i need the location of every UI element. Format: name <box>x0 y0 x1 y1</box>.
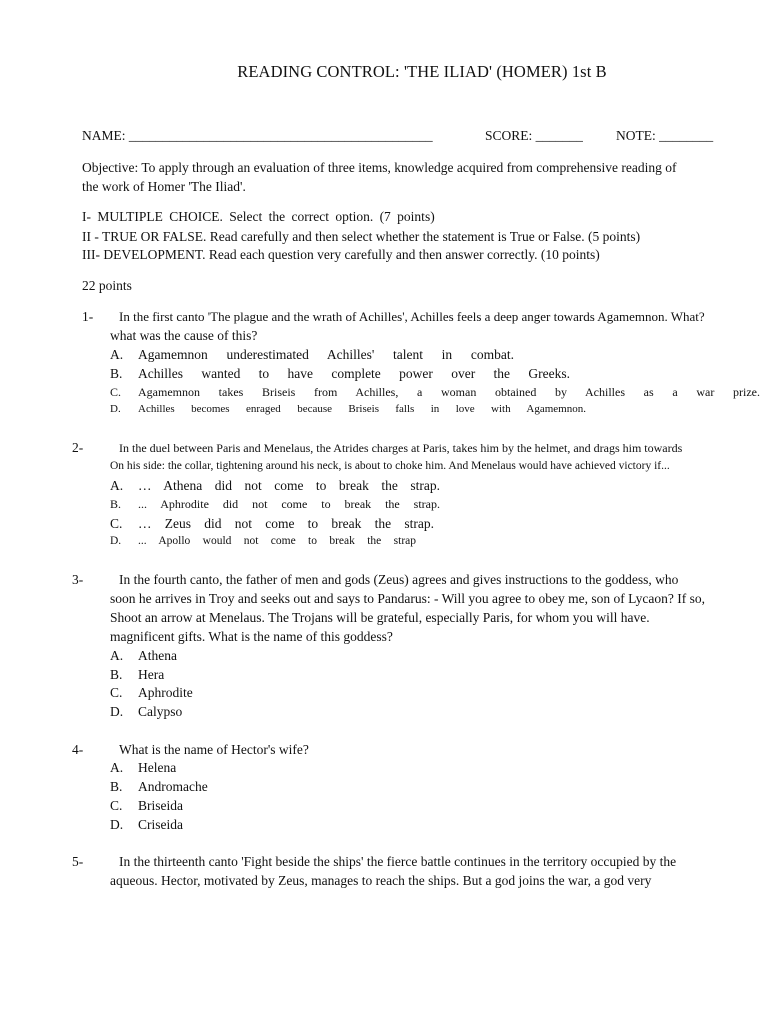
option-text: Hera <box>138 667 165 682</box>
objective-line-1: Objective: To apply through an evaluation of three items, knowledge acquired from comprehensive reading of <box>82 160 677 175</box>
option-letter: B. <box>110 779 123 794</box>
answer-option[interactable] <box>110 798 183 814</box>
answer-option[interactable] <box>110 478 440 494</box>
option-text: … Zeus did not come to break the strap. <box>138 516 434 531</box>
option-text: ... Apollo would not come to break the strap <box>138 535 416 547</box>
question-number: 1- <box>82 309 94 324</box>
answer-option[interactable] <box>110 648 177 664</box>
question-number: 3- <box>72 572 84 587</box>
answer-option[interactable] <box>110 817 183 833</box>
question-number: 4- <box>72 742 84 757</box>
question-text: In the first canto 'The plague and the wrath of Achilles', Achilles feels a deep anger towards Agamemnon. What? <box>119 309 705 324</box>
question-text: In the fourth canto, the father of men and gods (Zeus) agrees and gives instructions to the goddess, who <box>119 572 679 587</box>
option-letter: D. <box>110 403 121 415</box>
option-text: ... Aphrodite did not come to break the strap. <box>138 497 440 511</box>
name-field-label: NAME: _____________________________________________ <box>82 128 433 143</box>
option-letter: B. <box>110 366 123 381</box>
option-letter: A. <box>110 760 124 775</box>
section-true-false: II - TRUE OR FALSE. Read carefully and then select whether the statement is True or False. (5 points) <box>82 229 641 244</box>
section-development: III- DEVELOPMENT. Read each question very carefully and then answer correctly. (10 points) <box>82 247 600 262</box>
option-text: Achilles becomes enraged because Briseis falls in love with Agamemnon. <box>138 403 586 415</box>
question-text: What is the name of Hector's wife? <box>119 742 309 757</box>
total-points: 22 points <box>82 278 132 293</box>
question-number: 2- <box>72 440 84 455</box>
option-text: Achilles wanted to have complete power over the Greeks. <box>138 366 570 381</box>
option-text: Agamemnon takes Briseis from Achilles, a woman obtained by Achilles as a war prize. <box>138 385 760 399</box>
answer-option[interactable] <box>110 667 164 683</box>
option-letter: A. <box>110 347 124 362</box>
note-field-label: NOTE: ________ <box>616 128 714 143</box>
option-letter: C. <box>110 516 123 531</box>
option-text: … Athena did not come to break the strap. <box>138 478 440 493</box>
option-letter: C. <box>110 385 122 399</box>
answer-option[interactable] <box>110 347 514 363</box>
option-text: Agamemnon underestimated Achilles' talent in combat. <box>138 347 514 362</box>
answer-option[interactable] <box>110 704 182 720</box>
option-text: Criseida <box>138 817 183 832</box>
option-letter: D. <box>110 535 122 547</box>
answer-option[interactable] <box>110 535 416 547</box>
answer-option[interactable] <box>110 366 570 382</box>
option-text: Helena <box>138 760 177 775</box>
option-letter: A. <box>110 648 124 663</box>
answer-option[interactable] <box>110 779 208 795</box>
question-text: Shoot an arrow at Menelaus. The Trojans will be grateful, especially Paris, for whom you will have. <box>110 610 650 625</box>
option-letter: D. <box>110 704 124 719</box>
answer-option[interactable] <box>110 516 434 532</box>
answer-option[interactable] <box>110 385 760 400</box>
option-letter: D. <box>110 817 124 832</box>
page-title: READING CONTROL: 'THE ILIAD' (HOMER) 1st B <box>237 62 607 81</box>
option-letter: B. <box>110 497 122 511</box>
answer-option[interactable] <box>110 403 586 415</box>
question-text: In the duel between Paris and Menelaus, the Atrides charges at Paris, takes him by the helmet, and drags him towards <box>119 441 683 455</box>
answer-option[interactable] <box>110 760 176 776</box>
question-text: On his side: the collar, tightening around his neck, is about to choke him. And Menelaus would have achieved victory if... <box>110 460 670 472</box>
option-letter: C. <box>110 685 123 700</box>
question-text: magnificent gifts. What is the name of this goddess? <box>110 629 393 644</box>
section-multiple-choice: I- MULTIPLE CHOICE. Select the correct option. (7 points) <box>82 209 435 224</box>
question-text: soon he arrives in Troy and seeks out and says to Pandarus: - Will you agree to obey me, son of Lycaon? If so, <box>110 591 705 606</box>
question-text: what was the cause of this? <box>110 328 258 343</box>
objective-line-2: the work of Homer 'The Iliad'. <box>82 179 246 194</box>
option-text: Aphrodite <box>138 685 193 700</box>
option-text: Athena <box>138 648 177 663</box>
option-text: Briseida <box>138 798 183 813</box>
answer-option[interactable] <box>110 497 440 512</box>
score-field-label: SCORE: _______ <box>485 128 583 143</box>
question-text: aqueous. Hector, motivated by Zeus, manages to reach the ships. But a god joins the war, a god very <box>110 873 652 888</box>
option-text: Andromache <box>138 779 208 794</box>
option-letter: C. <box>110 798 123 813</box>
option-text: Calypso <box>138 704 183 719</box>
question-text: In the thirteenth canto 'Fight beside the ships' the fierce battle continues in the territory occupied by the <box>119 854 677 869</box>
answer-option[interactable] <box>110 685 193 701</box>
option-letter: A. <box>110 478 124 493</box>
option-letter: B. <box>110 667 123 682</box>
question-number: 5- <box>72 854 84 869</box>
